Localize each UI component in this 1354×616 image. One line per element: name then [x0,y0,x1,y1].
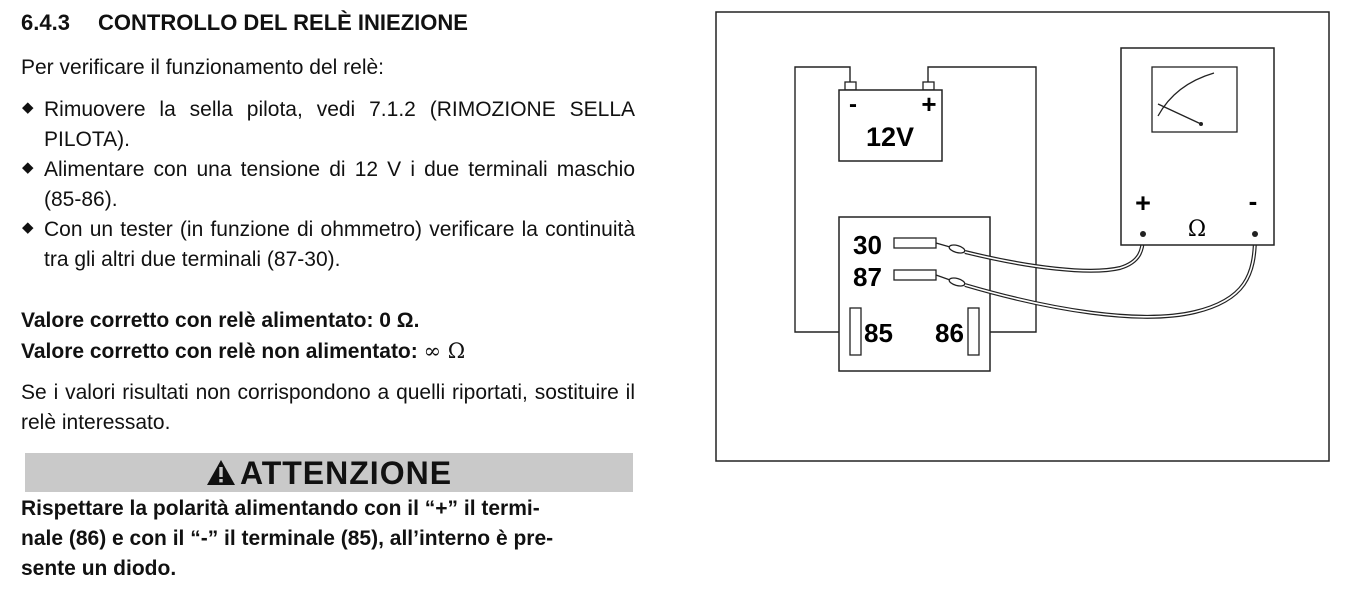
unpowered-label: Valore corretto con relè non alimentato: [21,340,418,363]
warning-line: Rispettare la polarità alimentando con il “+” il termi- [21,497,540,520]
powered-value: 0 Ω. [379,309,420,332]
terminal-87-label: 87 [853,262,882,292]
terminal-85-pin [850,308,861,355]
ohmmeter-neg-label: - [1248,186,1258,216]
warning-line: nale (86) e con il “-” il terminale (85), all’interno è pre- [21,527,554,550]
ohmmeter-needle-pivot [1199,122,1203,126]
warning-line: sente un diodo. [21,557,177,580]
battery-neg-label: - [849,91,857,118]
unpowered-value: ∞ Ω [423,339,466,363]
lead-30-outer [965,236,1143,271]
section-title: CONTROLLO DEL RELÈ INIEZIONE [98,10,468,35]
section-number: 6.4.3 [21,10,70,35]
terminal-86-label: 86 [935,318,964,348]
terminal-87-pin [894,270,936,280]
terminal-86-pin [968,308,979,355]
bullet-diamond-icon: ◆ [22,219,34,236]
lead-87-outer [965,236,1255,317]
battery-neg-post [845,82,856,90]
bullet-diamond-icon: ◆ [22,159,34,176]
terminal-85-label: 85 [864,318,893,348]
ohmmeter-pos-label: + [1135,188,1151,218]
warning-title: ATTENZIONE [239,455,453,491]
battery-pos-label: + [921,89,937,119]
lead-87-inner [965,236,1255,317]
step-text: Alimentare con una tensione di 12 V i due terminali maschio (85-86). [44,158,635,211]
lead-30-inner [965,236,1143,271]
bullet-diamond-icon: ◆ [22,99,34,116]
powered-label: Valore corretto con relè alimentato: [21,309,374,332]
terminal-30-pin [894,238,936,248]
ohmmeter-display [1152,67,1237,132]
intro-text: Per verificare il funzionamento del relè: [21,56,385,79]
step-text: Rimuovere la sella pilota, vedi 7.1.2 (RIMOZIONE SELLA PILOTA). [44,98,635,151]
replace-note: Se i valori risultati non corrispondono a quelli riportati, sostituire il relè interessato. [21,381,635,434]
terminal-30-label: 30 [853,230,882,260]
battery-voltage-label: 12V [865,122,915,152]
step-text: Con un tester (in funzione di ohmmetro) verificare la continuità tra gli altri due terminali (87-30). [44,218,635,271]
ohmmeter-unit-label: Ω [1187,217,1207,242]
ohmmeter-pos-terminal [1140,231,1146,237]
ohmmeter-neg-terminal [1252,231,1258,237]
